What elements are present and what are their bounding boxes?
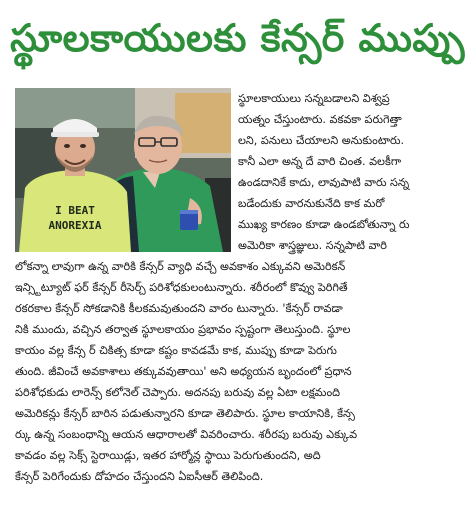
shirt-text-line2: ANOREXIA: [48, 219, 102, 232]
text-line: ర్కు ఉన్న సంబంధాన్ని ఆయన ఆధారాలతో వివరించారు. శరీరపు బరువు ఎక్కువ: [15, 428, 358, 441]
photo-illustration: [15, 88, 231, 252]
text-line: లోకన్నా లావుగా ఉన్న వారికి కేన్సర్ వ్యాధి వచ్చే అవకాశం ఎక్కువని అమెరికన్: [15, 260, 346, 273]
text-line: యత్నం చేస్తుంటారు. వకవకా పరుగెత్తా: [238, 113, 402, 126]
text-line: నికి ముందు, వచ్చిన తర్వాత స్థూలకాయం ప్రభావం స్పష్టంగా తెలుస్తుంది. స్థూల: [15, 323, 351, 336]
article-headline: స్థూలకాయులకు కేన్సర్ ముప్పు: [10, 16, 465, 60]
text-line: రకరకాల కేన్సర్ సోకడానికి కీలకమవుతుందని వారం టున్నారు. 'కేన్సర్ రావడా: [15, 302, 343, 315]
text-line: తుంది. జీవించే అవకాశాలు తక్కువవుతాయి' అని అధ్యయన బృందంలో ప్రధాన: [15, 365, 352, 378]
text-line: ఇన్స్టిట్యూట్ ఫర్ కేన్సర్ రీసెర్చ్ పరిశోధకులంటున్నారు. శరీరంలో కొవ్వు పెరిగితే: [15, 281, 348, 294]
text-line: అమెరికా శాస్త్రజ్ఞులు. సన్నపాటి వారి: [238, 239, 387, 252]
text-line: ఉండదానికే కాదు, లావుపాటి వారు సన్న: [238, 176, 410, 189]
text-line: ముఖ్య కారణం కూడా ఉండబోతున్నా రు: [238, 218, 410, 231]
shirt-text-line1: I BEAT: [55, 204, 95, 217]
article-photo: [15, 88, 231, 252]
text-line: స్థూలకాయులు సన్నబడాలని విశ్వప్ర: [238, 92, 390, 105]
text-line: అమెరికన్లు కేన్సర్ బారిన పడుతున్నారని కూడా తెలిపారు. స్థూల కాయానికి, కేన్స: [15, 407, 355, 420]
text-line: పరిశోధకుడు లారెన్స్ కలోనెల్ చెప్పారు. అదనపు బరువు వల్ల ఏటా లక్షమంది: [15, 386, 341, 399]
text-line: బడేందుకు వారనుకునేది కాక మరో: [238, 197, 385, 210]
article-right-column: [238, 88, 463, 256]
text-line: కావడం వల్ల సెక్స్ స్టెరాయిడ్లు, ఇతర హార్మోన్ల స్థాయి పెరుగుతుందని, అది: [15, 449, 321, 462]
text-line: కాయం వల్ల కేన్స ర్ చికిత్స కూడా కష్టం కావడమే కాక, ముప్పు కూడా పెరుగు: [15, 344, 337, 357]
article-body: [15, 256, 465, 526]
text-line: కానీ ఎలా అన్న దే వారి చింత. వలకీగా: [238, 155, 402, 168]
text-line: లని, పనులు చేయాలని అనుకుంటారు.: [238, 134, 405, 147]
text-line: కేన్సర్ పెరిగేందుకు దోహదం చేస్తుందని ఏఐసీఆర్ తెలిపింది.: [15, 470, 264, 483]
